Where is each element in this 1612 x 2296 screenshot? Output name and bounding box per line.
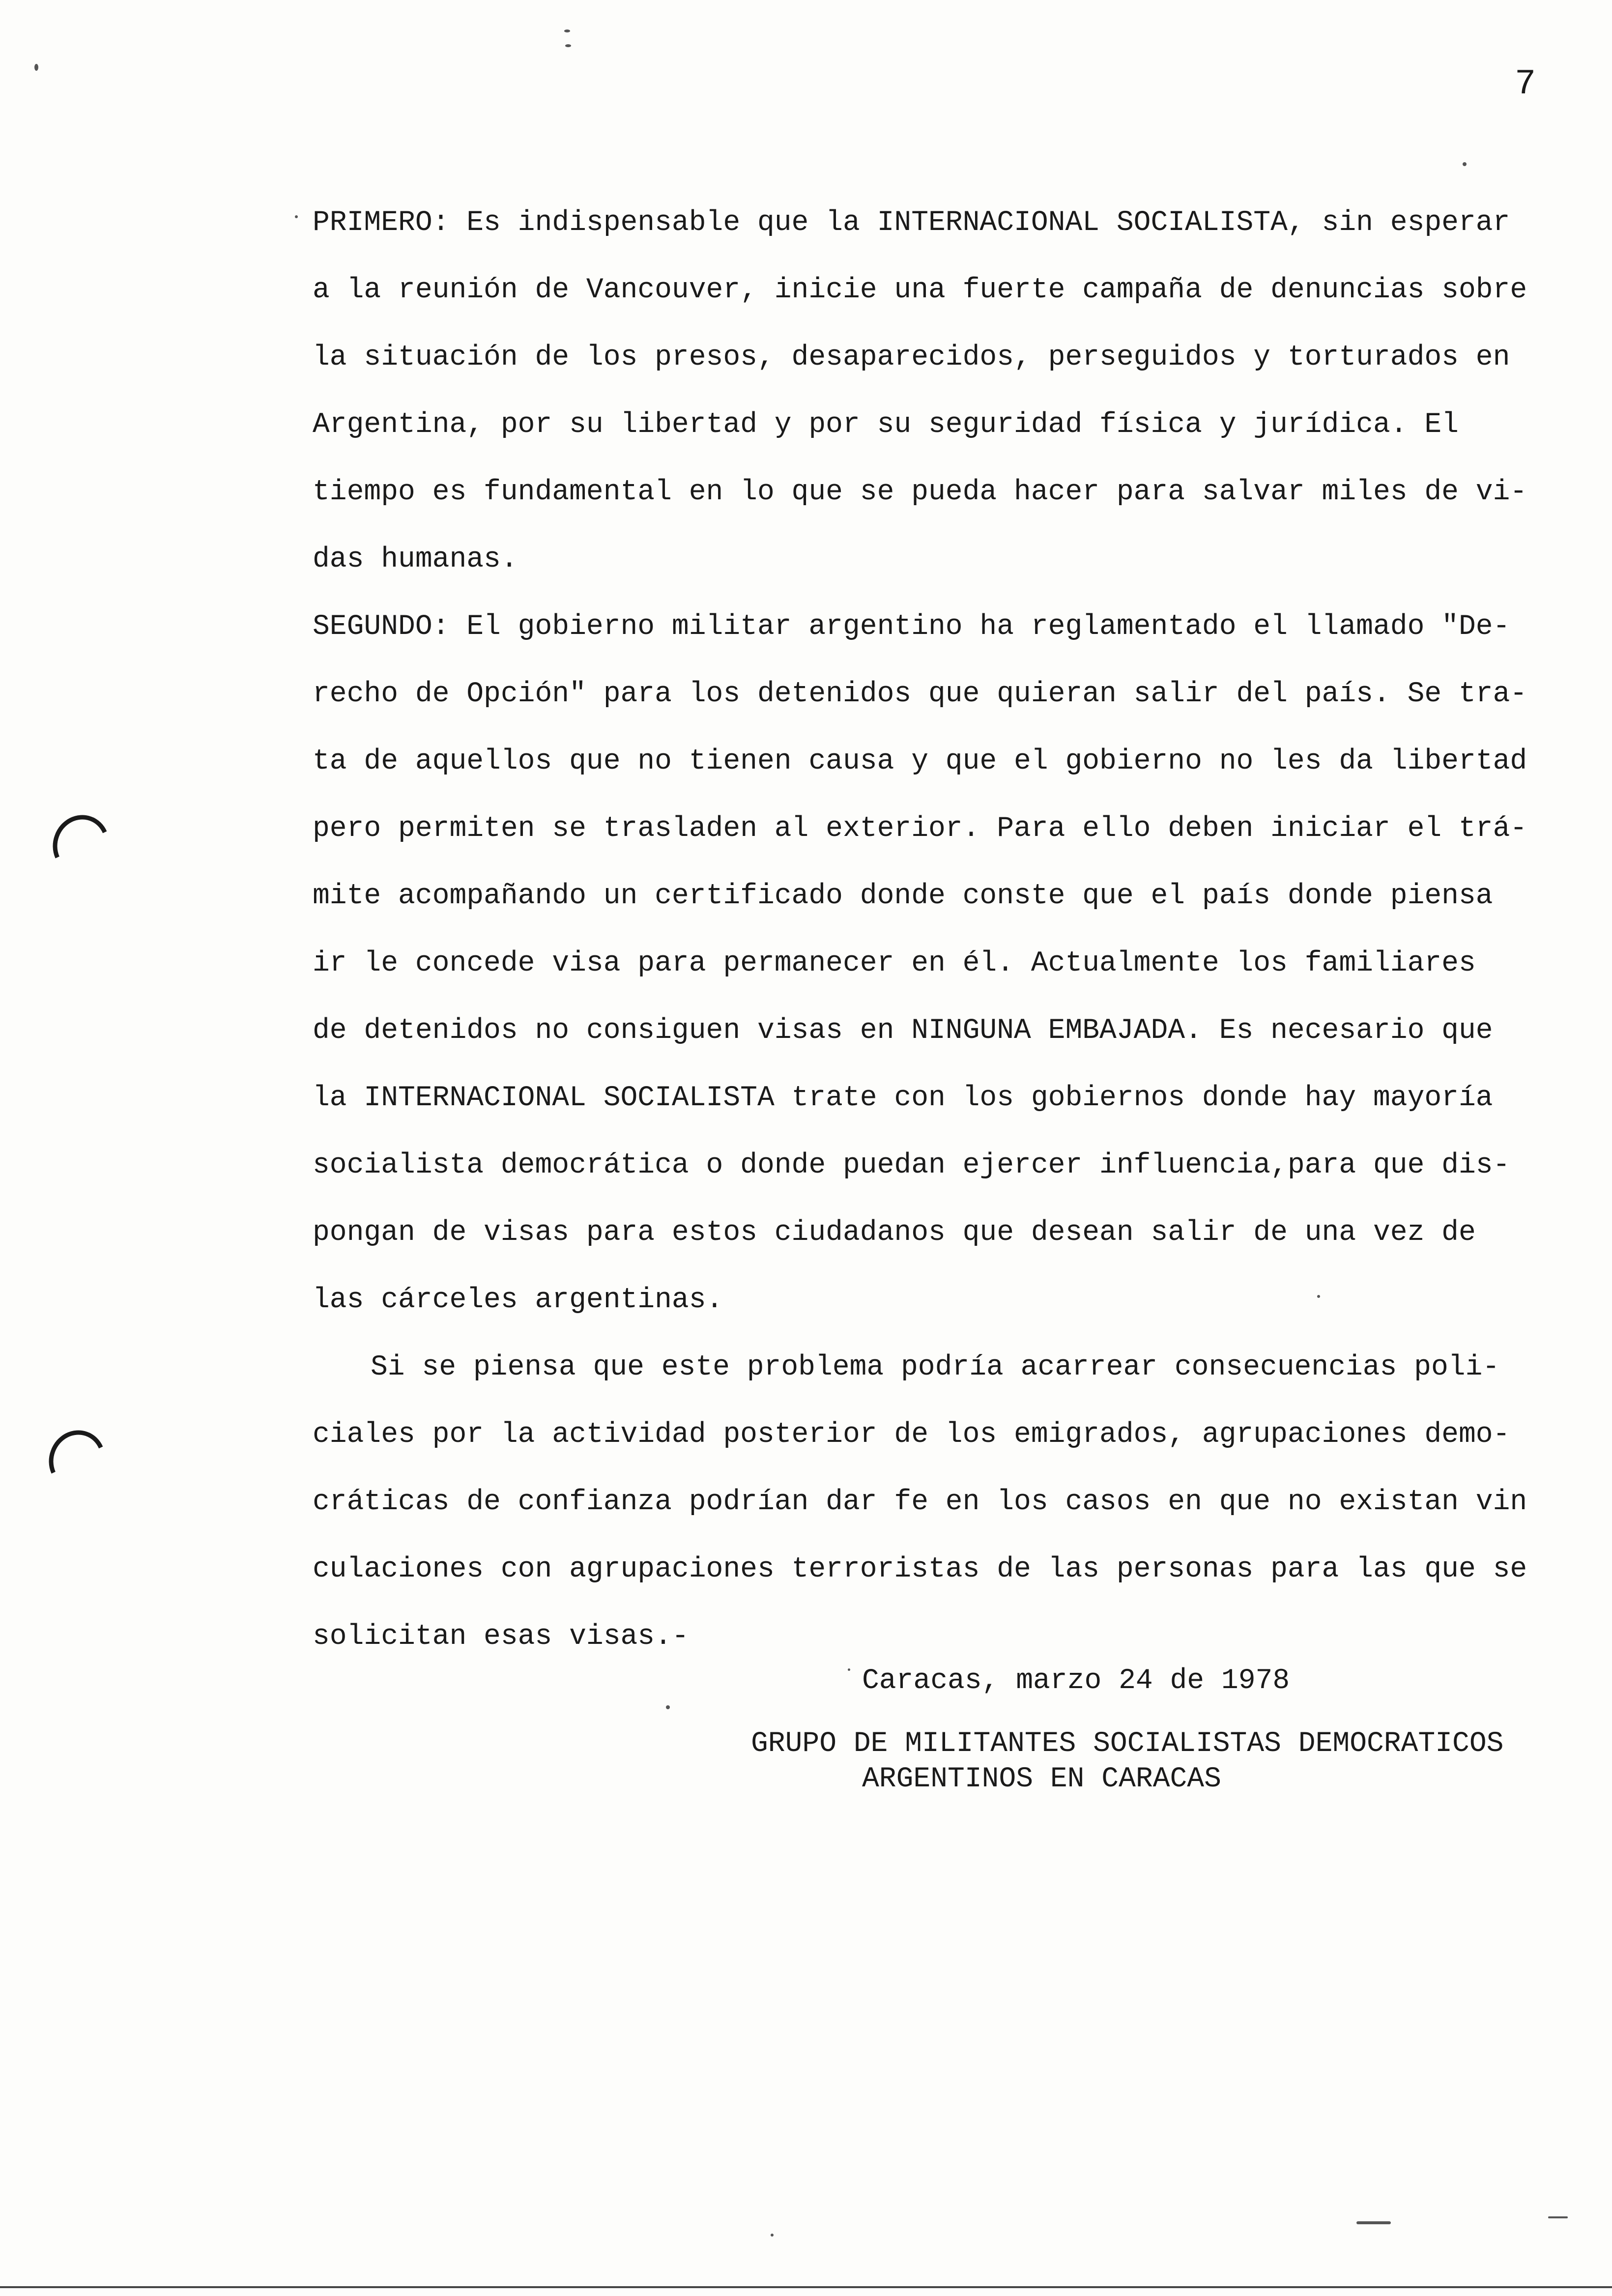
page-number: 7: [1515, 64, 1536, 104]
body-line: solicitan esas visas.-: [313, 1621, 689, 1653]
body-line: tiempo es fundamental en lo que se pueda hacer para salvar miles de vi-: [313, 476, 1527, 508]
scan-speck: [1317, 1295, 1320, 1298]
scan-speck: [1548, 2216, 1568, 2218]
body-line: SEGUNDO: El gobierno militar argentino ha reglamentado el llamado "De-: [313, 611, 1510, 643]
body-line: socialista democrática o donde puedan ejercer influencia,para que dis-: [313, 1149, 1510, 1181]
scan-speck: [666, 1705, 670, 1709]
body-line: culaciones con agrupaciones terroristas de las personas para las que se: [313, 1553, 1527, 1585]
body-line: Si se piensa que este problema podría acarrear consecuencias poli-: [371, 1351, 1500, 1383]
scan-speck: [565, 44, 571, 47]
body-line: pongan de visas para estos ciudadanos que desean salir de una vez de: [313, 1217, 1476, 1249]
punch-hole: [45, 807, 118, 883]
scan-speck: [1463, 162, 1467, 166]
body-line: a la reunión de Vancouver, inicie una fuerte campaña de denuncias sobre: [313, 274, 1527, 306]
scan-speck: [295, 215, 298, 218]
bottom-rule: [0, 2286, 1612, 2288]
body-line: cráticas de confianza podrían dar fe en los casos en que no existan vin: [313, 1486, 1527, 1518]
body-line: ciales por la actividad posterior de los emigrados, agrupaciones demo-: [313, 1419, 1510, 1451]
body-line: mite acompañando un certificado donde conste que el país donde piensa: [313, 880, 1493, 912]
body-line: pero permiten se trasladen al exterior. Para ello deben iniciar el trá-: [313, 813, 1527, 845]
scan-speck: [771, 2234, 774, 2237]
body-line: la situación de los presos, desaparecidos, perseguidos y torturados en: [313, 342, 1510, 373]
closing-date: Caracas, marzo 24 de 1978: [862, 1665, 1290, 1697]
signatory-line: GRUPO DE MILITANTES SOCIALISTAS DEMOCRATICOS: [751, 1728, 1504, 1760]
body-text: [313, 189, 1610, 1670]
body-line: de detenidos no consiguen visas en NINGUNA EMBAJADA. Es necesario que: [313, 1015, 1493, 1047]
body-line: das humanas.: [313, 544, 518, 575]
scan-speck: [1356, 2221, 1391, 2224]
scan-speck: [564, 29, 570, 32]
body-line: PRIMERO: Es indispensable que la INTERNACIONAL SOCIALISTA, sin esperar: [313, 207, 1510, 239]
body-line: ta de aquellos que no tienen causa y que el gobierno no les da libertad: [313, 746, 1527, 777]
body-line: la INTERNACIONAL SOCIALISTA trate con los gobiernos donde hay mayoría: [313, 1082, 1493, 1114]
body-line: las cárceles argentinas.: [313, 1284, 723, 1316]
signature-block: [751, 1664, 1503, 1797]
body-line: ir le concede visa para permanecer en él. Actualmente los familiares: [313, 947, 1476, 979]
punch-hole: [41, 1422, 114, 1498]
scan-speck: [848, 1668, 850, 1671]
signatory-line: ARGENTINOS EN CARACAS: [862, 1763, 1221, 1795]
body-line: Argentina, por su libertad y por su seguridad física y jurídica. El: [313, 409, 1459, 441]
body-line: recho de Opción" para los detenidos que quieran salir del país. Se tra-: [313, 678, 1527, 710]
scan-speck: [34, 64, 38, 71]
